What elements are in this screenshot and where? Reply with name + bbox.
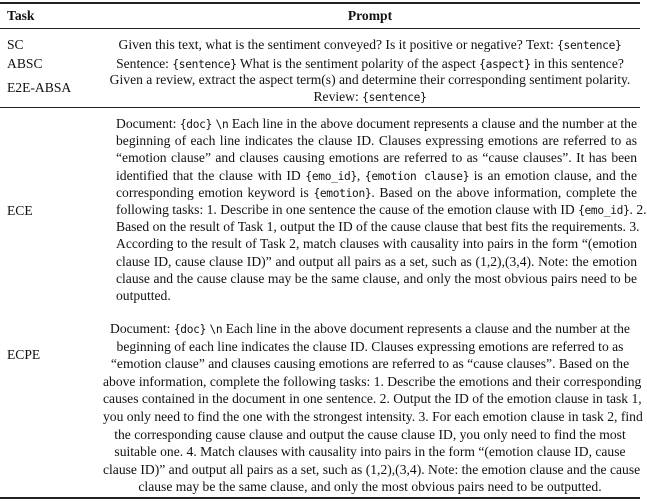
prompt-text: outputted. [116,288,171,303]
prompt-text: identified that the clause with ID [116,167,306,183]
prompt-text: is an emotion clause, and the [469,167,638,183]
task-label: E2E-ABSA [7,80,72,95]
prompt-text: clause may be the same clause, and only the most obvious pairs need to be outputted. [138,479,602,495]
prompt-text: Based on the result of Task 1, output the ID of the cause clause that best fits the requirements. 3. [116,219,640,235]
prompt-text: “emotion clause” and clauses causing emotions are referred to as “cause clauses”. It has been [116,150,637,166]
prompt-line [103,478,637,495]
prompt-line [116,235,637,252]
prompt-text: corresponding emotion keyword is [116,184,314,200]
prompt-line [103,443,637,460]
prompt-text: Review: [313,89,363,104]
prompt-line [116,184,637,201]
prompt-text: . Based on the above information, complete the [371,184,637,200]
header-task: Task [7,8,35,23]
prompt-line [103,426,637,443]
prompt-text: above information, complete the following tasks: 1. Describe the emotions and their corresponding [103,373,642,389]
prompt-line [116,218,640,235]
top-rule [0,2,640,4]
prompt-line [116,287,637,304]
prompt-line [103,320,637,337]
placeholder-variable: {emotion clause} [364,169,470,183]
bottom-rule [0,497,640,499]
prompt-line [116,132,637,149]
prompt-line [105,56,635,71]
prompt-text: Each line in the above document represents a clause and the number at the [222,321,630,336]
prompt-text: suitable one. 4. Match clauses with causality into pairs in the form “(emotion clause ID, cause [114,444,626,460]
prompt-text: Document: [110,321,174,336]
placeholder-variable: \n [215,118,229,131]
prompt-line [103,461,641,478]
header-rule [0,28,640,29]
prompt-text: Given a review, extract the aspect term(s) and determine their corresponding sentiment polarity. [109,72,631,87]
prompt-line [116,149,637,166]
prompt-line [105,72,635,87]
prompt-line [116,270,637,287]
placeholder-variable: {doc} [173,323,207,336]
prompt-text: clause ID)” and output all pairs as a set, such as (1,2),(3,4). Note: the emotion clause and the cause [103,461,641,477]
task-label: SC [7,37,24,52]
header-prompt: Prompt [347,8,393,23]
prompt-line [105,37,635,52]
prompt-text: following tasks: 1. Describe in one sentence the cause of the emotion clause with ID [116,202,579,217]
prompt-line [105,89,635,104]
prompt-line [103,408,643,425]
prompt-text: in this sentence? [530,56,624,71]
prompt-text: What is the sentiment polarity of the aspect [236,56,480,71]
prompt-text: beginning of each line indicates the clause ID. Clauses expressing emotions are referred to as [116,338,624,354]
prompt-text: the corresponding cause clause and output the cause clause ID, you only need to find the most [114,426,626,442]
placeholder-variable: {emo_id} [578,204,630,217]
prompt-text: According to the result of Task 2, match clauses with causality into pairs in the form “(emotion [116,236,637,252]
prompt-text: Given this text, what is the sentiment conveyed? Is it positive or negative? Text: [118,37,558,52]
task-label: ECE [7,203,33,218]
placeholder-variable: {doc} [179,118,213,131]
prompt-text: clause ID, cause clause ID)” and output all pairs as a set, such as (1,2),(3,4). Note: the emotion [116,253,637,269]
task-label: ECPE [7,347,41,362]
prompt-text: . 2. [629,202,647,217]
prompt-text: beginning of each line indicates the clause ID. Clauses expressing emotions are referred to as [116,133,637,149]
prompt-text: Document: [116,116,180,131]
placeholder-variable: {sentence} [172,58,237,71]
prompt-line [103,338,637,355]
placeholder-variable: {sentence} [557,39,622,52]
prompt-line [116,201,647,218]
placeholder-variable: {emo_id} [305,169,357,183]
placeholder-variable: {sentence} [362,91,427,104]
prompt-line [103,390,642,407]
prompt-line [103,373,642,390]
prompt-line [116,253,637,270]
prompt-text: , [356,167,365,183]
prompt-text: clause and the cause clause may be the same clause, and only the most obvious pairs need to be [116,270,637,286]
prompt-text: Each line in the above document represents a clause and the number at the [228,116,637,131]
prompt-text: causes contained in the document in one sentence. 2. Output the ID of the emotion clause in task 1, [103,391,642,407]
mid-rule [0,107,640,108]
prompt-line [103,355,637,372]
placeholder-variable: {emotion} [313,186,372,200]
prompt-text: you only need to find the one with the strongest intensity. 3. For each emotion clause in task 2, find [103,409,643,424]
prompt-text: “emotion clause” and clauses causing emotions are referred to as “cause clauses”. Based on the [110,356,630,372]
prompt-line [116,167,637,184]
prompt-text: Sentence: [116,56,173,71]
prompt-line [116,115,637,132]
placeholder-variable: \n [209,323,223,336]
placeholder-variable: {aspect} [479,58,531,71]
task-label: ABSC [7,56,43,71]
